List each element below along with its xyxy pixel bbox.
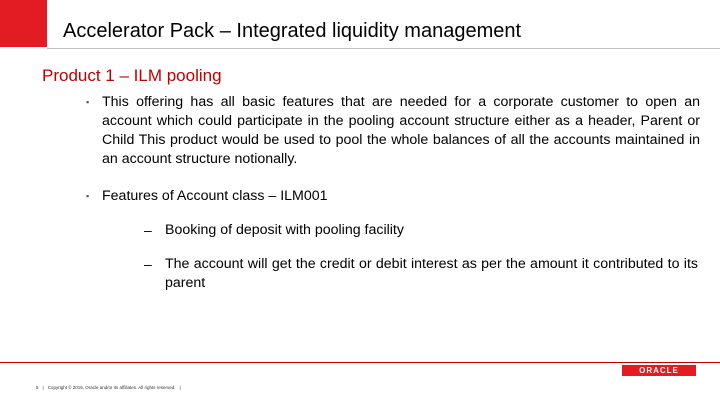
bullet-item: [86, 187, 700, 206]
footer-separator: |: [42, 385, 44, 390]
dash-bullet-icon: –: [144, 256, 152, 272]
bullet-item: [86, 93, 700, 169]
slide-title: Accelerator Pack – Integrated liquidity management: [63, 20, 522, 42]
square-bullet-icon: ▪: [86, 97, 90, 107]
section-subtitle: Product 1 – ILM pooling: [42, 66, 222, 85]
footer-separator: |: [179, 385, 181, 390]
oracle-logo: ORACLE: [622, 365, 696, 376]
sub-bullet-text: Booking of deposit with pooling facility: [165, 222, 404, 238]
sub-bullet-item: [144, 255, 698, 293]
footer-divider: [0, 362, 720, 363]
bullet-text: Features of Account class – ILM001: [102, 188, 328, 204]
page-number: 5: [36, 385, 39, 390]
brand-corner-block: [0, 0, 47, 47]
dash-bullet-icon: –: [144, 222, 152, 238]
copyright-text: Copyright © 2015, Oracle and/or its affiliates. All rights reserved.: [47, 385, 176, 390]
sub-bullet-text: The account will get the credit or debit interest as per the amount it contributed to its parent: [165, 256, 698, 291]
title-divider: [47, 48, 720, 49]
slide-footer: [36, 385, 185, 391]
square-bullet-icon: ▪: [86, 191, 90, 201]
sub-bullet-item: [144, 221, 698, 240]
bullet-text: This offering has all basic features that are needed for a corporate customer to open an account which could participate in the pooling account structure either as a header, Parent or Child This product would be used to pool the whole balances of all the accounts maintained in an account structure notionally.: [102, 94, 700, 167]
